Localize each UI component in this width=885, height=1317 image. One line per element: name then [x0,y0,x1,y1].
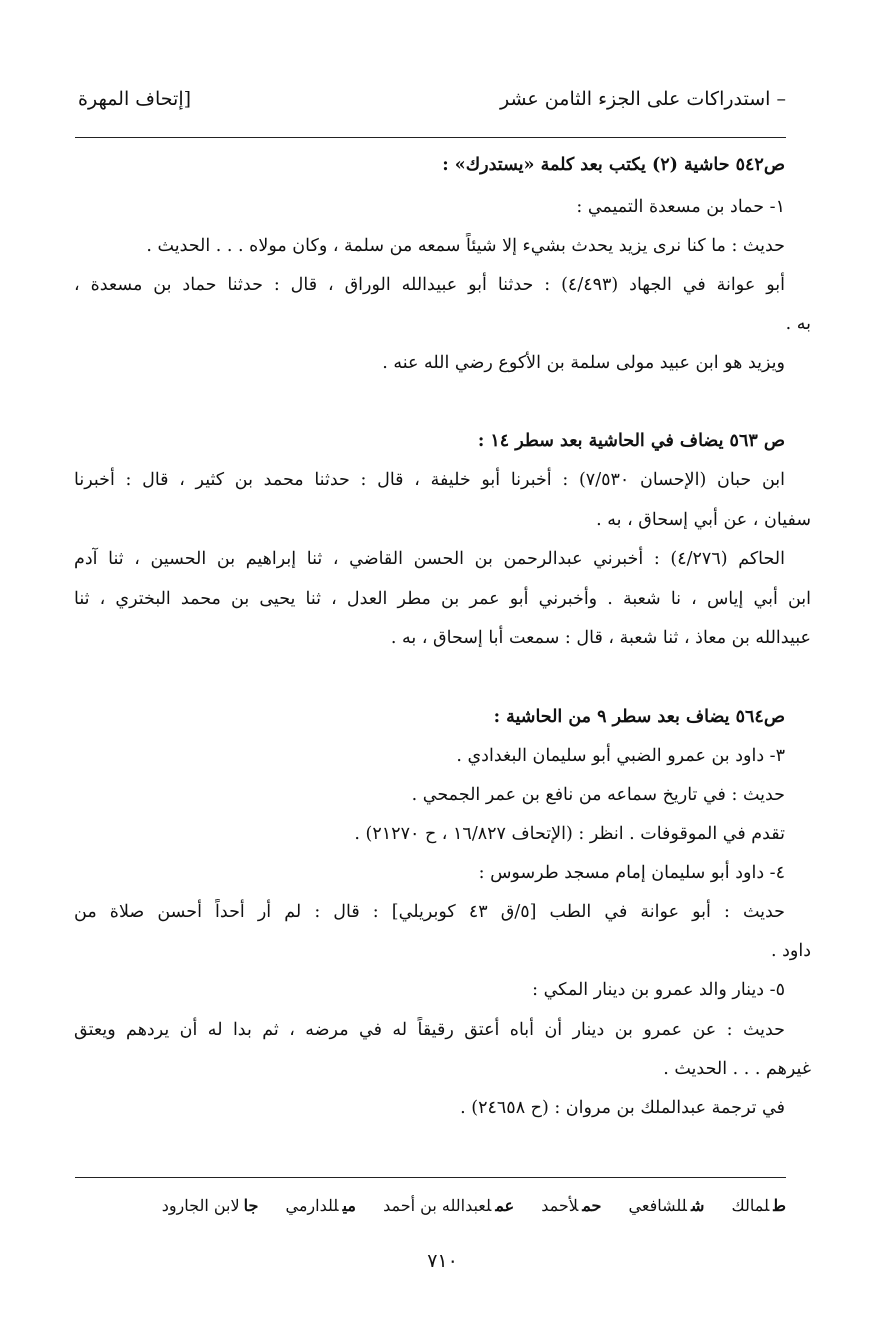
abbr-item [731,1196,786,1215]
page-number: ٧١٠ [427,1250,458,1272]
abbr-item [629,1196,705,1215]
header-book-title: [إتحاف المهرة [78,88,192,110]
entry-line: حديث : ما كنا نرى يزيد يحدث بشيء إلا شيئاً سمعه من سلمة ، وكان مولاه . . . الحديث . [146,236,785,256]
entry-line: غيرهم . . . الحديث . [663,1059,811,1079]
entry-line: سفيان ، عن أبي إسحاق ، به . [596,510,811,530]
entry-line: ٤ً- داود أبو سليمان إمام مسجد طرسوس : [478,863,785,883]
entry-line: عبيدالله بن معاذ ، ثنا شعبة ، قال : سمعت أبا إسحاق ، به . [390,628,811,648]
entry-line: أبو عوانة في الجهاد (٤/٤٩٣) : حدثنا أبو عبيدالله الوراق ، قال : حدثنا حماد بن مسعدة ، [74,275,785,295]
abbreviations-key [78,1193,786,1219]
entry-line: ١ً- حماد بن مسعدة التميمي : [576,197,785,217]
abbr-item [383,1196,514,1215]
abbr-item [541,1196,601,1215]
entry-line: الحاكم (٤/٢٧٦) : أخبرني عبدالرحمن بن الحسن القاضي ، ثنا إبراهيم بن الحسين ، ثنا آدم [74,549,785,569]
entry-line: ويزيد هو ابن عبيد مولى سلمة بن الأكوع رضي الله عنه . [382,353,785,373]
abbr-meaning: لعبدالله بن أحمد [383,1196,492,1215]
abbr-meaning: لابن الجارود [161,1196,240,1215]
entry-line: داود . [770,941,811,961]
footnote-rule [75,1177,786,1178]
abbr-item [286,1196,356,1215]
abbr-meaning: للشافعي [628,1196,687,1215]
entry-line: به . [785,314,811,334]
section-heading: ص٥٤٢ حاشية (٢) يكتب بعد كلمة «يستدرك» : [442,155,785,175]
abbr-meaning: لمالك [731,1196,770,1215]
abbr-item [162,1196,259,1215]
entry-line: في ترجمة عبدالملك بن مروان : (ح ٢٤٦٥٨) . [460,1098,785,1118]
entry-line: ٣ً- داود بن عمرو الضبي أبو سليمان البغدادي . [456,746,785,766]
abbr-code: حم [582,1196,602,1215]
entry-line: ابن حبان (الإحسان ٧/٥٣٠) : أخبرنا أبو خليفة ، قال : حدثنا محمد بن كثير ، قال : أخبرنا [74,470,785,490]
abbr-meaning: لأحمد [541,1196,579,1215]
abbr-code: ط [773,1196,786,1215]
abbr-code: مي [342,1196,356,1215]
abbr-code: جا [243,1196,259,1215]
entry-line: حديث : في تاريخ سماعه من نافع بن عمر الجمحي . [411,785,785,805]
section-heading: ص٥٦٤ يضاف بعد سطر ٩ من الحاشية : [493,707,785,727]
abbr-meaning: للدارمي [285,1196,339,1215]
entry-line: حديث : عن عمرو بن دينار أن أباه أعتق رقيقاً له في مرضه ، ثم بدا له أن يردهم ويعتق [74,1020,785,1040]
entry-line: ابن أبي إياس ، نا شعبة . وأخبرني أبو عمر بن مطر العدل ، ثنا يحيى بن محمد البختري ، ثنا [74,589,811,609]
section-heading: ص ٥٦٣ يضاف في الحاشية بعد سطر ١٤ : [477,431,785,451]
abbr-code: عم [495,1196,515,1215]
header-rule [75,137,786,138]
entry-line: تقدم في الموقوفات . انظر : (الإتحاف ١٦/٨٢٧ ، ح ٢١٢٧٠) . [354,824,785,844]
header-section-title: – استدراكات على الجزء الثامن عشر [500,88,786,110]
entry-line: ٥ً- دينار والد عمرو بن دينار المكي : [532,980,785,1000]
running-header [78,88,786,122]
entry-line: حديث : أبو عوانة في الطب [٥/ق ٤٣ كوبريلي] : قال : لم أر أحداً أحسن صلاة من [74,902,785,922]
abbr-code: ش [690,1196,705,1215]
